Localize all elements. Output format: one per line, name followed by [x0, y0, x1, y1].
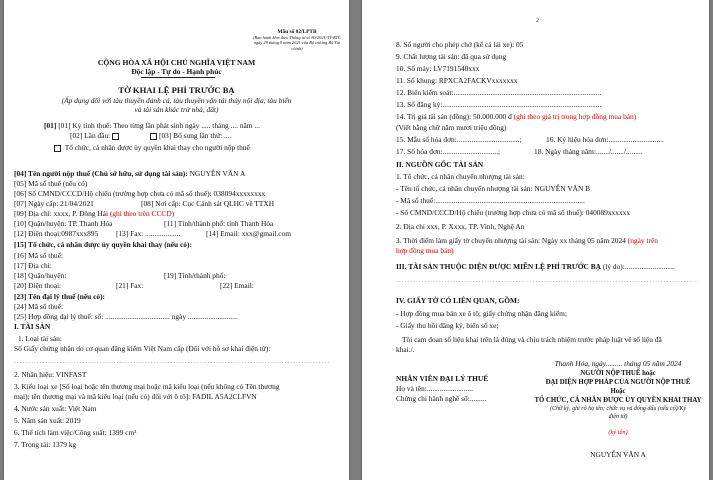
fax: [13] Fax: ................... [116, 229, 181, 238]
motto: Độc lập - Tự do - Hạnh phúc [131, 67, 222, 76]
tax-agent-contract: [25] Hợp đồng đại lý thuế: số: ................................... ngày ........................... [14, 312, 238, 321]
form-reference-note: (Ban hành kèm theo Thông tư số 80/2021/TT-BTC ngày 29 tháng 9 năm 2021 của Bộ trưởng Bộ Tài chính) [252, 35, 342, 51]
id-number-row: [06] Số CMND/CCCD/Hộ chiếu (trường hợp chưa có mã số thuế): 038094xxxxxxxx [14, 189, 266, 198]
seats: 8. Số người cho phép chở (kể cả lái xe): 05 [396, 40, 524, 49]
signer-name: NGUYỄN VĂN A [590, 450, 646, 459]
address-note: (ghi theo trên CCCD) [109, 209, 175, 218]
page-number: 2 [536, 18, 539, 24]
tax-agent-contract-date: ngày [171, 312, 187, 321]
asset-quality: 9. Chất lượng tài sản: đã qua sử dụng [396, 52, 507, 61]
agent-tax-code: [16] Mã số thuế: [14, 251, 64, 260]
form-number: Mẫu số 02/LPTB [277, 29, 317, 35]
section-1-title: I. TÀI SẢN [14, 322, 51, 331]
declaration-line-1: Tôi cam đoan số liệu khai trên là đúng và chịu trách nhiệm trước pháp luật về số liệu đã [402, 335, 662, 344]
email: [14] Email: xxx@gmail.com [206, 229, 292, 238]
payer-title-3: Hoặc [610, 388, 626, 395]
agent-option [54, 143, 250, 152]
engine-capacity: 6. Thể tích làm việc/Công suất: 1399 cm³ [14, 428, 137, 437]
first-time-label: [02] Lần đầu: [70, 131, 111, 140]
document-item-2: - Giấy thu hồi đăng ký, biển số xe; [396, 321, 499, 330]
payer-title-1: NGƯỜI NỘP THUẾ hoặc [580, 370, 656, 377]
chassis-number: 11. Số khung: RPXCA2FACKVxxxxxxx [396, 76, 518, 85]
invoice-date: 18. Ngày tháng năm:......./......./......... [534, 147, 643, 156]
declaration-line-2: khai./. [396, 345, 415, 354]
transfer-date-text: 3. Thời điểm làm giấy tờ chuyển nhượng tài sản: Ngày xx tháng 05 năm 2024 [396, 236, 626, 245]
transferor-name: - Tên tổ chức, cá nhân chuyển nhượng tài sản: NGUYỄN VĂN B [396, 184, 591, 193]
tax-agent-staff-name: Họ và tên:......................... [396, 384, 473, 393]
section-2-title: II. NGUỒN GỐC TÀI SẢN [396, 160, 484, 169]
motto-underline [141, 77, 215, 78]
invoice-form: 15. Mẫu số hóa đơn:..................................; [396, 135, 522, 144]
asset-value-note: (ghi theo giá trị trong hợp đồng mua bán) [513, 112, 637, 121]
section-3-reason: (lý do): [602, 262, 625, 271]
section-3-title: III. TÀI SẢN THUỘC DIỆN ĐƯỢC MIỄN LỆ PHÍ TRƯỚC BẠ [396, 262, 601, 271]
transferor-heading: 1. Tổ chức, cá nhân chuyển nhượng tài sản: [396, 172, 525, 181]
taxpayer-name-value: NGUYỄN VĂN A [189, 169, 246, 178]
address-value: [09] Địa chỉ: xxxx, P. Đông Hải [14, 209, 109, 218]
invoice-number: 17. Số hóa đơn:..............................; [396, 147, 501, 156]
tax-period-text: [01] Kỳ tính thuế: Theo từng lần phát sinh ngày ..... tháng .... năm ... [58, 121, 260, 130]
transferor-tax-code-label: - Mã số thuế: [396, 196, 436, 205]
phone: [12] Điện thoại:0987xxx895 [14, 229, 99, 238]
dotted-line: ............................................................................................................... [14, 356, 331, 365]
agent-district: [18] Quận/huyện: [14, 271, 67, 280]
brand: 2. Nhãn hiệu: VINFAST [14, 370, 87, 379]
transferor-address: 2. Địa chỉ xxx, P. Xxxx, TP. Vinh, Nghệ An [396, 222, 525, 231]
agent-province: [19] Tỉnh/thành phố: [164, 271, 226, 280]
subtitle-line-1: (Áp dụng đối với tàu thuyền đánh cá, tàu thuyền vận tải thủy nội địa, tàu biển [61, 96, 292, 105]
district: [10] Quận/huyện: TP. Thanh Hóa [14, 219, 113, 228]
tax-agent-name: [23] Tên đại lý thuế (nếu có): [14, 292, 106, 301]
invoice-number-label: 17. Số hóa đơn: [396, 147, 443, 156]
invoice-symbol-label: 16. Ký hiệu hóa đơn: [546, 135, 609, 144]
asset-type: 1. Loại tài sản: [18, 334, 62, 343]
page-title: TỜ KHAI LỆ PHÍ TRƯỚC BẠ [118, 85, 235, 95]
payer-title-4: TỔ CHỨC, CÁ NHÂN ĐƯỢC ỦY QUYỀN KHAI THAY [534, 397, 702, 404]
asset-value [396, 112, 636, 121]
tax-agent-staff-cert: Chứng chỉ hành nghề số:......... [396, 394, 487, 403]
model-line-2: mại); tên thương mại và mã kiểu loại (nếu có) đối với ô tô]: FADIL A5A2CLFVN [14, 392, 257, 401]
supplement-checkbox[interactable] [150, 133, 157, 140]
tax-code-label: [05] Mã số thuế (nếu có) [14, 179, 88, 188]
dotted-line: .......................................................................................................... [396, 275, 698, 284]
transferor-tax-code: - Mã số thuế:................................................................................. [396, 196, 585, 205]
transfer-date-note-1: (ngày trên [627, 236, 658, 245]
agent-email: [22] Email: [220, 281, 254, 290]
agent-fax: [21] Fax: [116, 281, 144, 290]
country-of-manufacture: 4. Nước sản xuất: Việt Nam [14, 404, 97, 413]
tax-agent-staff-name-label: Họ và tên: [396, 384, 427, 393]
tax-agent-staff-cert-label: Chứng chỉ hành nghề số: [396, 394, 470, 403]
license-plate-label: 12. Biển kiểm soát: [396, 88, 454, 97]
transfer-date [396, 236, 658, 245]
engine-number: 10. Số máy: LV7191540xxx [396, 64, 480, 73]
invoice-form-label: 15. Mẫu số hóa đơn: [396, 135, 457, 144]
payer-note-2: điện tử) [608, 414, 628, 420]
registration-number: 13. Số đăng ký:...................................................................................... [396, 100, 602, 109]
section-3-row: III. TÀI SẢN THUỘC DIỆN ĐƯỢC MIỄN LỆ PHÍ TRƯỚC BẠ (lý do):........................... [396, 262, 675, 271]
agent-option-label: Tổ chức, cá nhân được ủy quyền khai thay cho người nộp thuế [64, 143, 250, 152]
form-page-2 [362, 0, 709, 480]
form-reference [251, 30, 343, 51]
transferor-id: - Số CMND/CCCD/Hộ chiếu (trường hợp chưa có mã số thuế): 040089xxxxxx [396, 208, 631, 217]
invoice-symbol: 16. Ký hiệu hóa đơn:.............................. [546, 135, 664, 144]
nation-header: CỘNG HÒA XÃ HỘI CHỦ NGHĨA VIỆT NAM [97, 58, 256, 67]
taxpayer-name-row [14, 169, 245, 178]
form-page-1 [4, 0, 349, 480]
transfer-date-note-2: hợp đồng mua bán) [396, 246, 454, 255]
license-plate: 12. Biển kiểm soát:................................................................................ [396, 88, 602, 97]
registration-cert-note: Số Giấy chứng nhận do cơ quan đăng kiểm Việt Nam cấp (Đối với hồ sơ khai điện tử): [14, 344, 271, 353]
manufacture-year: 5. Năm sản xuất: 2019 [14, 416, 81, 425]
first-time-checkbox[interactable] [112, 133, 119, 140]
taxpayer-name-label: [04] Tên người nộp thuế (Chủ sở hữu, sử dụng tài sản): [14, 169, 188, 178]
issue-place: [08] Nơi cấp: Cục Cảnh sát QLHC về TTXH [141, 199, 275, 208]
load-capacity: 7. Trọng tải: 1379 kg [14, 440, 77, 449]
asset-value-text: 14. Trị giá tài sản (đồng): 50.000.000 đ [396, 112, 512, 121]
registration-number-label: 13. Số đăng ký: [396, 100, 443, 109]
agent-checkbox[interactable] [54, 145, 61, 152]
asset-value-words: (Viết bằng chữ năm mươi triệu đồng) [396, 123, 507, 132]
supplement-field [150, 131, 231, 140]
first-time-field [70, 131, 121, 140]
tax-agent-staff-title: NHÂN VIÊN ĐẠI LÝ THUẾ [396, 374, 489, 383]
province: [11] Tỉnh/thành phố: tỉnh Thanh Hóa [164, 219, 274, 228]
agent-address: [17] Địa chỉ: [14, 261, 52, 270]
tax-code-row [14, 179, 87, 188]
tax-agent-code: [24] Mã số thuế: [14, 302, 64, 311]
document-item-1: - Hợp đồng mua bán xe ô tô; giấy chứng nhận đăng kiểm; [396, 309, 567, 318]
supplement-label: [03] Bổ sung lần thứ: .... [159, 131, 232, 140]
agent-phone: [20] Điện thoại: [14, 281, 62, 290]
section-4-title: IV. GIẤY TỜ CÓ LIÊN QUAN, GỒM: [396, 296, 520, 305]
address-row [14, 209, 174, 218]
model-line-1: 3. Kiểu loại xe [Số loại hoặc tên thương mại hoặc mã kiểu loại (nếu không có Tên thương [14, 382, 280, 391]
tax-period: [01] [01] Kỳ tính thuế: Theo từng lần phát sinh ngày ..... tháng .... năm ... [44, 121, 260, 130]
payer-note-1: (Chữ ký, ghi rõ họ tên; chức vụ và đóng dấu (nếu có)/Ký [549, 406, 686, 412]
sign-date: Thanh Hóa, ngày......... tháng 05 năm 2024 [554, 359, 682, 368]
payer-title-2: ĐẠI DIỆN HỢP PHÁP CỦA NGƯỜI NỘP THUẾ [545, 379, 691, 386]
agent-section-title: [15] Tổ chức, cá nhân được ủy quyền khai thay (nếu có): [14, 240, 192, 249]
issue-date: [07] Ngày cấp: 21/04/2021 [14, 199, 94, 208]
sign-note: (ký tên) [608, 429, 628, 436]
tax-agent-contract-label: [25] Hợp đồng đại lý thuế: số: [14, 312, 104, 321]
subtitle-line-2: và tài sản khác trừ nhà, đất) [134, 105, 219, 114]
